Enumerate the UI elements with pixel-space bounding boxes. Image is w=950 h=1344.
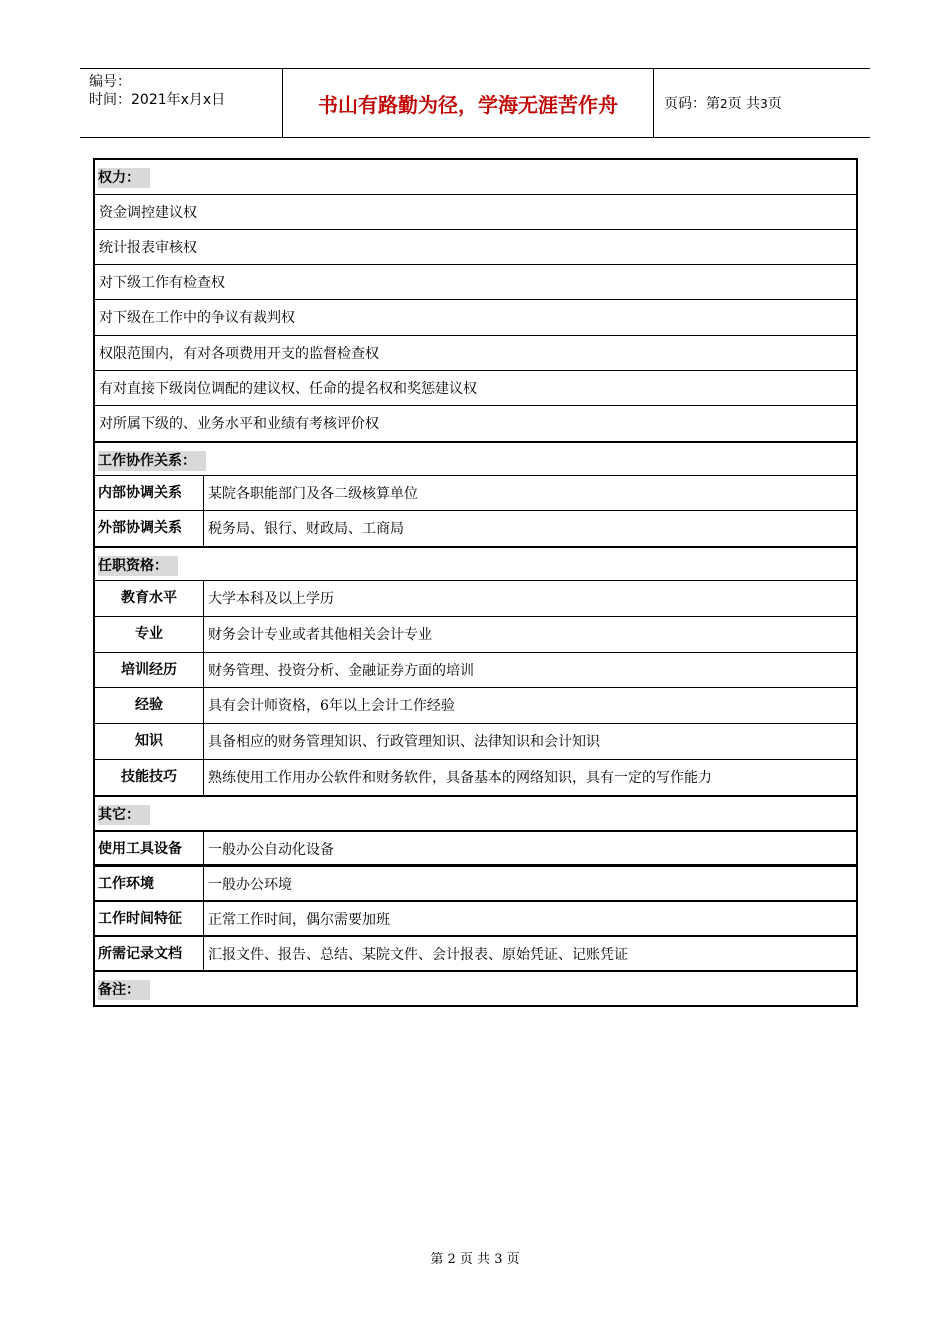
table-row <box>95 511 856 546</box>
table-row <box>95 195 856 230</box>
page-footer: 第 2 页 共 3 页 <box>430 1252 520 1267</box>
other-label: 工作环境 <box>95 867 204 900</box>
authority-item: 对下级在工作中的争议有裁判权 <box>99 310 295 326</box>
header-motto-cell <box>283 69 654 137</box>
other-value: 一般办公自动化设备 <box>208 842 334 858</box>
page-header <box>80 68 870 138</box>
other-value: 正常工作时间，偶尔需要加班 <box>208 912 390 928</box>
page-indicator <box>664 69 782 137</box>
authority-item: 权限范围内，有对各项费用开支的监督检查权 <box>99 346 379 362</box>
page-current: 2 <box>720 97 728 111</box>
relation-value: 某院各职能部门及各二级核算单位 <box>208 486 418 502</box>
table-row <box>95 617 856 653</box>
section-title-relations: 工作协作关系： <box>98 451 206 471</box>
table-row <box>95 830 856 865</box>
table-row <box>95 935 856 970</box>
table-row <box>95 865 856 900</box>
table-row <box>95 406 856 441</box>
qualification-value: 财务管理、投资分析、金融证券方面的培训 <box>208 663 474 679</box>
qualification-value: 大学本科及以上学历 <box>208 591 334 607</box>
section-title-qualifications: 任职资格： <box>98 556 178 576</box>
table-row <box>95 476 856 511</box>
table-row <box>95 265 856 300</box>
table-row <box>95 900 856 935</box>
header-info-cell <box>80 69 283 137</box>
relation-label: 内部协调关系 <box>95 476 204 510</box>
table-row <box>95 300 856 336</box>
authority-item: 有对直接下级岗位调配的建议权、任命的提名权和奖惩建议权 <box>99 381 477 397</box>
relation-label: 外部协调关系 <box>95 511 204 546</box>
table-row <box>95 760 856 795</box>
section-title-remarks: 备注： <box>98 980 150 1000</box>
qualification-value: 具备相应的财务管理知识、行政管理知识、法律知识和会计知识 <box>208 734 600 750</box>
qualification-label: 技能技巧 <box>95 760 204 795</box>
section-title-others: 其它： <box>98 805 150 825</box>
qualification-label: 培训经历 <box>95 653 204 687</box>
table-row <box>95 688 856 724</box>
authority-item: 资金调控建议权 <box>99 205 197 221</box>
qualification-value: 熟练使用工作用办公软件和财务软件，具备基本的网络知识，具有一定的写作能力 <box>208 770 712 786</box>
qualification-label: 经验 <box>95 688 204 723</box>
header-page-cell <box>654 69 870 137</box>
other-value: 一般办公环境 <box>208 877 292 893</box>
section-row-remarks <box>95 970 856 1005</box>
other-value: 汇报文件、报告、总结、某院文件、会计报表、原始凭证、记账凭证 <box>208 947 628 963</box>
other-label: 所需记录文档 <box>95 937 204 970</box>
serial-label: 编号： <box>89 74 131 90</box>
page-total: 3 <box>760 97 768 111</box>
section-title-authority: 权力： <box>98 168 150 188</box>
page-mid: 页 共 <box>727 96 761 112</box>
table-row <box>95 724 856 760</box>
date-label: 时间：2021年x月x日 <box>89 92 226 108</box>
page-suffix: 页 <box>767 96 782 112</box>
qualification-label: 专业 <box>95 617 204 652</box>
table-row <box>95 581 856 617</box>
qualification-label: 知识 <box>95 724 204 759</box>
page-prefix: 页码：第 <box>664 96 720 112</box>
table-row <box>95 653 856 688</box>
table-row <box>95 371 856 406</box>
section-row-qualifications <box>95 546 856 581</box>
other-label: 使用工具设备 <box>95 832 204 864</box>
motto: 书山有路勤为径，学海无涯苦作舟 <box>318 93 618 117</box>
section-row-relations <box>95 441 856 476</box>
authority-item: 对下级工作有检查权 <box>99 275 225 291</box>
qualification-value: 财务会计专业或者其他相关会计专业 <box>208 627 432 643</box>
section-row-authority <box>95 160 856 195</box>
qualification-value: 具有会计师资格，6年以上会计工作经验 <box>208 698 455 714</box>
table-row <box>95 336 856 371</box>
authority-item: 统计报表审核权 <box>99 240 197 256</box>
table-row <box>95 230 856 265</box>
other-label: 工作时间特征 <box>95 902 204 935</box>
section-row-others <box>95 795 856 830</box>
relation-value: 税务局、银行、财政局、工商局 <box>208 521 404 537</box>
job-description-table <box>93 158 858 1007</box>
qualification-label: 教育水平 <box>95 581 204 616</box>
authority-item: 对所属下级的、业务水平和业绩有考核评价权 <box>99 416 379 432</box>
